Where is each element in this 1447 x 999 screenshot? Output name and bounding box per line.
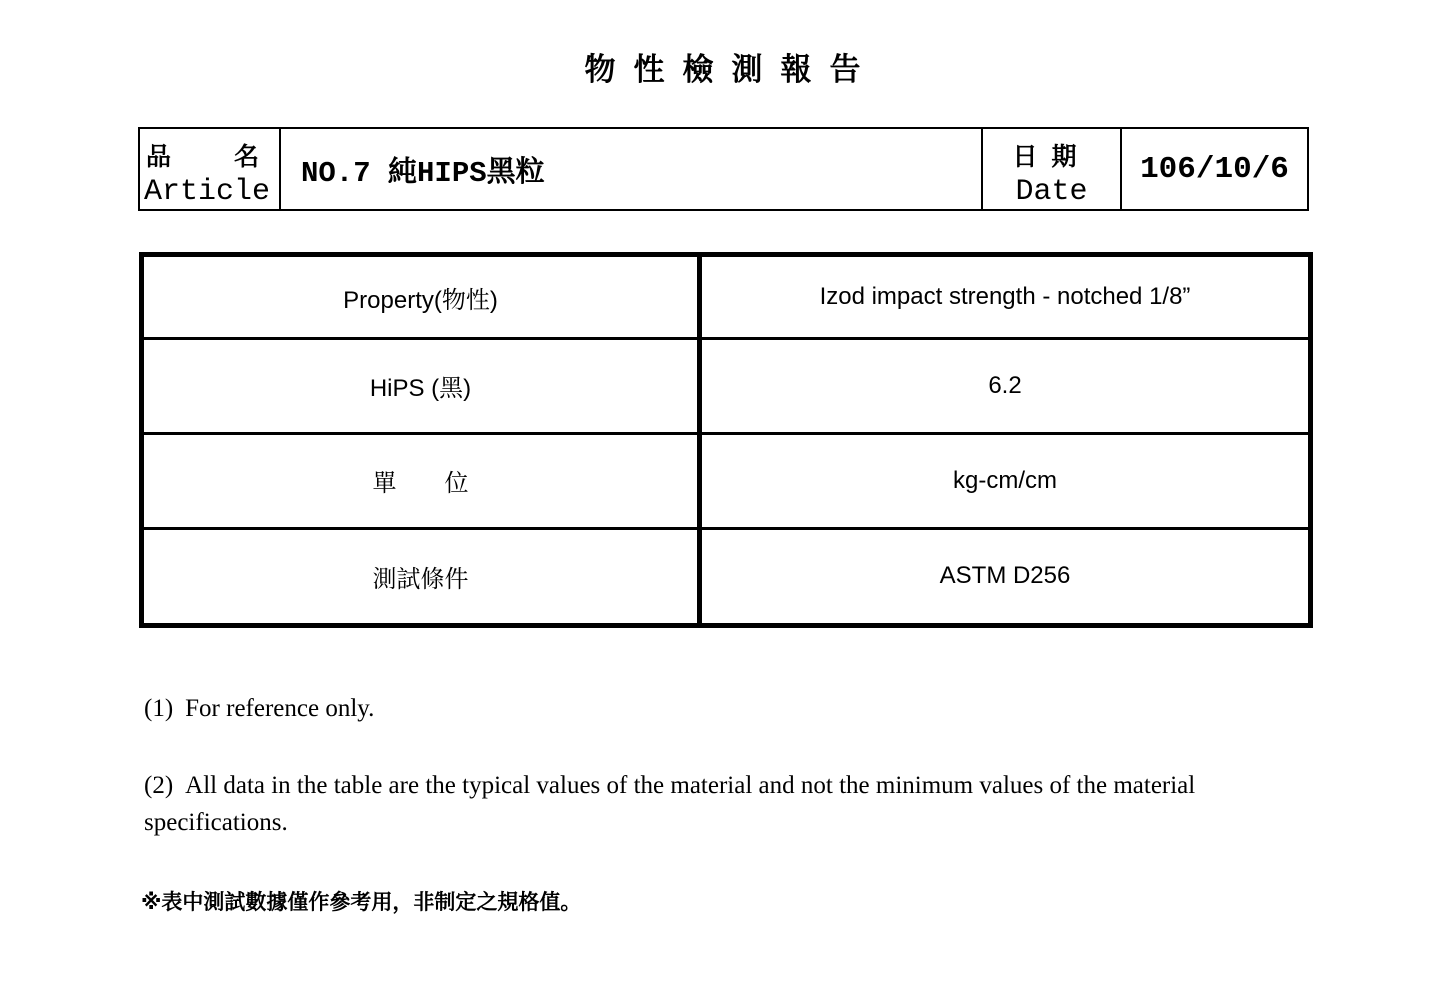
page-title bbox=[0, 44, 1447, 89]
date-value: 106/10/6 bbox=[1121, 128, 1308, 210]
article-label-zh-1: 品 bbox=[146, 142, 172, 171]
table-row bbox=[142, 433, 1311, 528]
note-2 bbox=[144, 767, 1224, 841]
article-label-en: Article bbox=[144, 175, 271, 209]
chinese-disclaimer: ※表中測試數據僅作參考用，非制定之規格值。 bbox=[141, 890, 582, 914]
article-info-table bbox=[138, 127, 1309, 211]
row-value: 6.2 bbox=[700, 339, 1311, 434]
article-label-cell bbox=[139, 128, 280, 210]
row-label: 單 位 bbox=[142, 433, 700, 528]
row-value: ASTM D256 bbox=[700, 528, 1311, 625]
title-char: 物 bbox=[584, 52, 618, 88]
date-label-cell bbox=[982, 128, 1121, 210]
title-char: 告 bbox=[829, 52, 863, 88]
title-char: 檢 bbox=[682, 52, 716, 88]
date-label-en: Date bbox=[1015, 175, 1088, 209]
note-text: All data in the table are the typical values of the material and not the minimum values of the material specifications. bbox=[144, 772, 1196, 836]
article-label-zh-2: 名 bbox=[233, 142, 259, 171]
note-number: (1) bbox=[144, 695, 174, 722]
title-char: 測 bbox=[731, 52, 765, 88]
title-char: 報 bbox=[780, 52, 814, 88]
date-label-zh: 日期 bbox=[1012, 142, 1091, 171]
table-header-row bbox=[142, 255, 1311, 339]
title-char: 性 bbox=[633, 52, 667, 88]
header-test: Izod impact strength - notched 1/8” bbox=[700, 255, 1311, 339]
note-1 bbox=[144, 690, 374, 727]
row-value: kg-cm/cm bbox=[700, 433, 1311, 528]
table-row bbox=[142, 339, 1311, 434]
article-value: NO.7 純HIPS黑粒 bbox=[280, 128, 982, 210]
row-label: 測試條件 bbox=[142, 528, 700, 625]
table-row bbox=[142, 528, 1311, 625]
note-text: For reference only. bbox=[185, 695, 375, 722]
property-table bbox=[139, 252, 1313, 628]
row-label: HiPS (黑) bbox=[142, 339, 700, 434]
note-number: (2) bbox=[144, 772, 174, 799]
header-property: Property(物性) bbox=[142, 255, 700, 339]
